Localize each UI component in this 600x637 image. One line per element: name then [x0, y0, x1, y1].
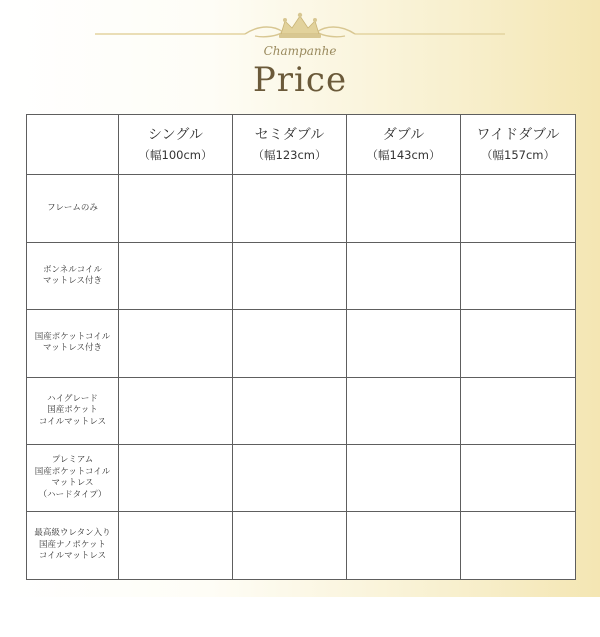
- price-cell: [461, 445, 576, 512]
- price-cell: [233, 310, 347, 377]
- column-size-width: （幅157cm）: [481, 147, 555, 162]
- price-cell: [347, 377, 461, 444]
- table-row: [27, 377, 576, 444]
- price-cell: [233, 445, 347, 512]
- price-cell: [461, 242, 576, 309]
- column-header: [461, 115, 576, 175]
- price-cell: [119, 377, 233, 444]
- column-header: [119, 115, 233, 175]
- table-row: [27, 512, 576, 580]
- price-cell: [461, 175, 576, 242]
- column-size-name: ワイドダブル: [476, 126, 560, 143]
- price-cell: [347, 175, 461, 242]
- price-cell: [461, 377, 576, 444]
- table-row: [27, 445, 576, 512]
- row-label: ハイグレード 国産ポケット コイルマットレス: [27, 377, 119, 444]
- column-header: [233, 115, 347, 175]
- price-cell: [119, 175, 233, 242]
- table-row: [27, 242, 576, 309]
- corner-cell: [27, 115, 119, 175]
- page-title: Price: [252, 60, 348, 100]
- column-size-width: （幅100cm）: [138, 147, 213, 162]
- column-size-width: （幅123cm）: [252, 147, 327, 162]
- column-size-name: シングル: [148, 126, 203, 143]
- price-table: [26, 114, 576, 580]
- price-cell: [461, 310, 576, 377]
- table-row: [27, 175, 576, 242]
- bottom-band: [0, 597, 600, 637]
- price-cell: [233, 512, 347, 580]
- price-cell: [119, 310, 233, 377]
- price-cell: [233, 377, 347, 444]
- price-cell: [347, 512, 461, 580]
- price-cell: [233, 175, 347, 242]
- column-header: [347, 115, 461, 175]
- row-label: フレームのみ: [27, 175, 119, 242]
- price-cell: [119, 512, 233, 580]
- price-cell: [347, 310, 461, 377]
- price-cell: [119, 242, 233, 309]
- row-label: プレミアム 国産ポケットコイル マットレス （ハードタイプ）: [27, 445, 119, 512]
- column-size-name: セミダブル: [254, 126, 325, 143]
- price-cell: [119, 445, 233, 512]
- crown-ornament-icon: [95, 12, 505, 44]
- price-cell: [461, 512, 576, 580]
- price-cell: [233, 242, 347, 309]
- row-label: 最高級ウレタン入り 国産ナノポケット コイルマットレス: [27, 512, 119, 580]
- table-header-row: [27, 115, 576, 175]
- script-subtitle: Champanhe: [263, 44, 337, 58]
- column-size-width: （幅143cm）: [366, 147, 441, 162]
- row-label: ボンネルコイル マットレス付き: [27, 242, 119, 309]
- row-label: 国産ポケットコイル マットレス付き: [27, 310, 119, 377]
- table-row: [27, 310, 576, 377]
- price-cell: [347, 445, 461, 512]
- column-size-name: ダブル: [382, 126, 425, 143]
- price-cell: [347, 242, 461, 309]
